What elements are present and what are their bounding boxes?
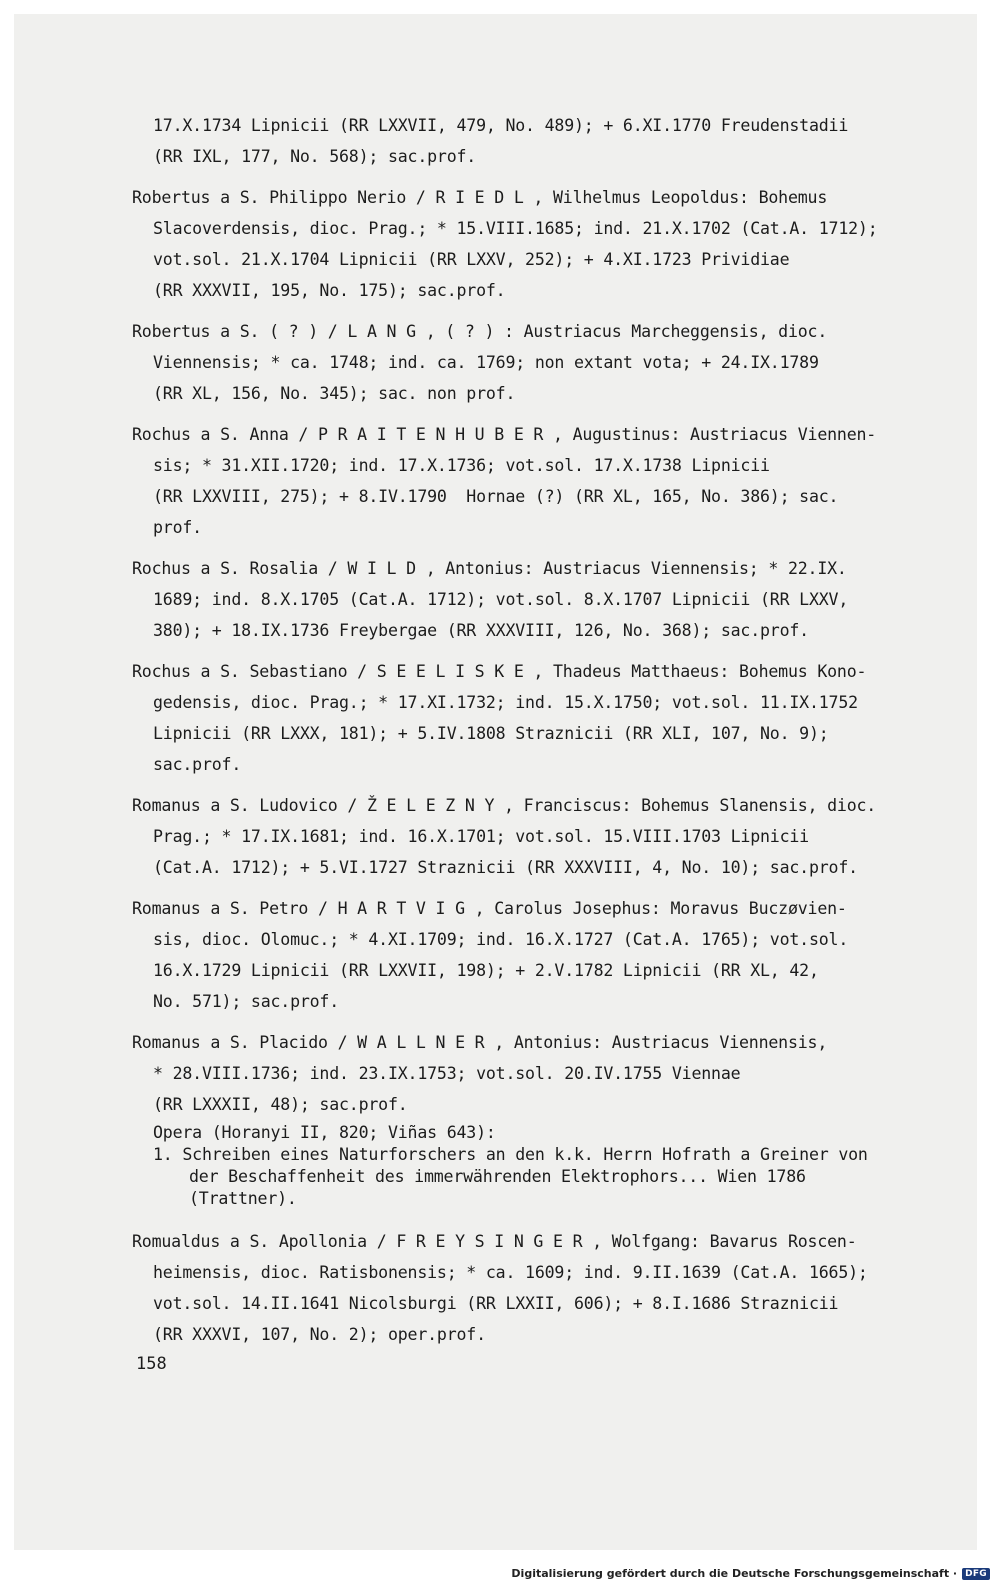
- entry-line: Prag.; * 17.IX.1681; ind. 16.X.1701; vot.sol. 15.VIII.1703 Lipnicii: [153, 827, 809, 846]
- entry-heading-line: Rochus a S. Sebastiano / S E E L I S K E , Thadeus Matthaeus: Bohemus Kono-: [132, 662, 867, 681]
- entry-line: Lipnicii (RR LXXX, 181); + 5.IV.1808 Straznicii (RR XLI, 107, No. 9);: [153, 724, 829, 743]
- entry-line: (RR XL, 156, No. 345); sac. non prof.: [153, 384, 516, 403]
- entry-line: 16.X.1729 Lipnicii (RR LXXVII, 198); + 2.V.1782 Lipnicii (RR XL, 42,: [153, 961, 819, 980]
- entry-robertus-riedl: [132, 182, 932, 306]
- entry-line: (RR LXXXII, 48); sac.prof.: [153, 1095, 408, 1114]
- entry-line: sac.prof.: [153, 755, 242, 774]
- entry-line: vot.sol. 21.X.1704 Lipnicii (RR LXXV, 252); + 4.XI.1723 Prividiae: [153, 250, 790, 269]
- opera-block: [132, 1122, 932, 1210]
- page-number: 158: [136, 1354, 167, 1374]
- entry-heading-line: Robertus a S. Philippo Nerio / R I E D L , Wilhelmus Leopoldus: Bohemus: [132, 188, 828, 207]
- entry-line: 17.X.1734 Lipnicii (RR LXXVII, 479, No. 489); + 6.XI.1770 Freudenstadii: [153, 116, 849, 135]
- entry-line: 1689; ind. 8.X.1705 (Cat.A. 1712); vot.sol. 8.X.1707 Lipnicii (RR LXXV,: [153, 590, 849, 609]
- scanned-page: [14, 14, 977, 1550]
- entry-heading-line: Rochus a S. Rosalia / W I L D , Antonius: Austriacus Viennensis; * 22.IX.: [132, 559, 847, 578]
- entry-heading-line: Romualdus a S. Apollonia / F R E Y S I N G E R , Wolfgang: Bavarus Roscen-: [132, 1232, 857, 1251]
- entry-line: * 28.VIII.1736; ind. 23.IX.1753; vot.sol. 20.IV.1755 Viennae: [153, 1064, 741, 1083]
- entry-rochus-wild: [132, 553, 932, 646]
- opera-item-line: (Trattner).: [189, 1189, 297, 1208]
- entry-heading-line: Robertus a S. ( ? ) / L A N G , ( ? ) : Austriacus Marcheggensis, dioc.: [132, 322, 828, 341]
- entry-heading-line: Romanus a S. Ludovico / Ž E L E Z N Y , Franciscus: Bohemus Slanensis, dioc.: [132, 796, 877, 815]
- entry-romanus-wallner: [132, 1027, 932, 1120]
- opera-item-line: der Beschaffenheit des immerwährenden Elektrophors... Wien 1786: [189, 1167, 806, 1186]
- entry-line: (RR XXXVII, 195, No. 175); sac.prof.: [153, 281, 506, 300]
- digitization-footer: [511, 1567, 990, 1580]
- entry-rochus-seeliske: [132, 656, 932, 780]
- entry-heading-line: Romanus a S. Petro / H A R T V I G , Carolus Josephus: Moravus Buczøvien-: [132, 899, 847, 918]
- entry-rochus-praitenhuber: [132, 419, 932, 543]
- entry-line: sis; * 31.XII.1720; ind. 17.X.1736; vot.sol. 17.X.1738 Lipnicii: [153, 456, 770, 475]
- entry-line: (RR LXXVIII, 275); + 8.IV.1790 Hornae (?) (RR XL, 165, No. 386); sac.: [153, 487, 839, 506]
- entry-heading-line: Romanus a S. Placido / W A L L N E R , Antonius: Austriacus Viennensis,: [132, 1033, 828, 1052]
- page-body: [132, 110, 932, 1360]
- entry-heading-line: Rochus a S. Anna / P R A I T E N H U B E R , Augustinus: Austriacus Viennen-: [132, 425, 877, 444]
- entry-line: prof.: [153, 518, 202, 537]
- entry-line: Viennensis; * ca. 1748; ind. ca. 1769; non extant vota; + 24.IX.1789: [153, 353, 819, 372]
- footer-text: Digitalisierung gefördert durch die Deutsche Forschungsgemeinschaft ·: [511, 1567, 958, 1580]
- entry-0: [132, 110, 932, 172]
- entry-line: heimensis, dioc. Ratisbonensis; * ca. 1609; ind. 9.II.1639 (Cat.A. 1665);: [153, 1263, 868, 1282]
- entry-line: gedensis, dioc. Prag.; * 17.XI.1732; ind. 15.X.1750; vot.sol. 11.IX.1752: [153, 693, 858, 712]
- entry-line: (Cat.A. 1712); + 5.VI.1727 Straznicii (RR XXXVIII, 4, No. 10); sac.prof.: [153, 858, 858, 877]
- entry-line: (RR XXXVI, 107, No. 2); oper.prof.: [153, 1325, 486, 1344]
- entry-robertus-lang: [132, 316, 932, 409]
- entry-line: vot.sol. 14.II.1641 Nicolsburgi (RR LXXII, 606); + 8.I.1686 Straznicii: [153, 1294, 839, 1313]
- entry-line: sis, dioc. Olomuc.; * 4.XI.1709; ind. 16.X.1727 (Cat.A. 1765); vot.sol.: [153, 930, 849, 949]
- opera-heading: Opera (Horanyi II, 820; Viñas 643):: [153, 1123, 496, 1142]
- entry-romualdus-freysinger: [132, 1226, 932, 1350]
- entry-line: Slacoverdensis, dioc. Prag.; * 15.VIII.1685; ind. 21.X.1702 (Cat.A. 1712);: [153, 219, 878, 238]
- entry-line: (RR IXL, 177, No. 568); sac.prof.: [153, 147, 477, 166]
- opera-item-line: 1. Schreiben eines Naturforschers an den k.k. Herrn Hofrath a Greiner von: [153, 1145, 868, 1164]
- entry-romanus-hartvig: [132, 893, 932, 1017]
- entry-line: 380); + 18.IX.1736 Freybergae (RR XXXVIII, 126, No. 368); sac.prof.: [153, 621, 809, 640]
- entry-romanus-zelezny: [132, 790, 932, 883]
- entry-line: No. 571); sac.prof.: [153, 992, 340, 1011]
- dfg-logo: DFG: [962, 1568, 990, 1580]
